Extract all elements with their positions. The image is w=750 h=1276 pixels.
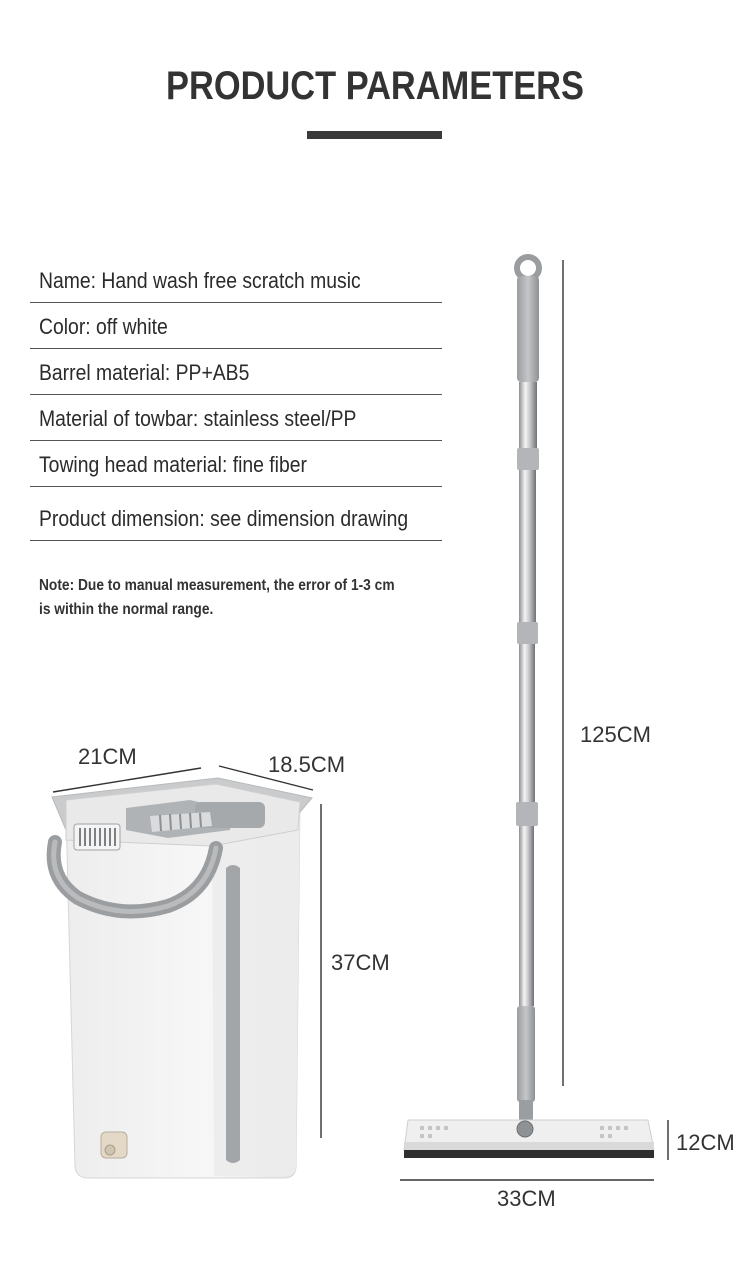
param-dimension: Product dimension: see dimension drawing xyxy=(39,506,409,531)
param-color: Color: off white xyxy=(39,314,168,339)
note-line-1: Note: Due to manual measurement, the error of 1-3 cm xyxy=(39,577,395,594)
param-barrel-material: Barrel material: PP+AB5 xyxy=(39,360,250,385)
param-towbar-material: Material of towbar: stainless steel/PP xyxy=(39,406,357,431)
param-name: Name: Hand wash free scratch music xyxy=(39,268,361,293)
dim-mop-head-height: 12CM xyxy=(676,1130,735,1155)
mop xyxy=(404,257,654,1158)
dim-mop-height: 125CM xyxy=(580,722,651,747)
dim-mop-head-width: 33CM xyxy=(497,1186,556,1211)
dim-bucket-depth: 18.5CM xyxy=(268,752,346,777)
dim-bucket-width: 21CM xyxy=(78,744,137,769)
note-line-2: is within the normal range. xyxy=(39,601,214,618)
param-head-material: Towing head material: fine fiber xyxy=(39,452,307,477)
dim-bucket-height: 37CM xyxy=(331,950,390,975)
page-title: PRODUCT PARAMETERS xyxy=(166,64,584,108)
bucket xyxy=(52,778,312,1178)
